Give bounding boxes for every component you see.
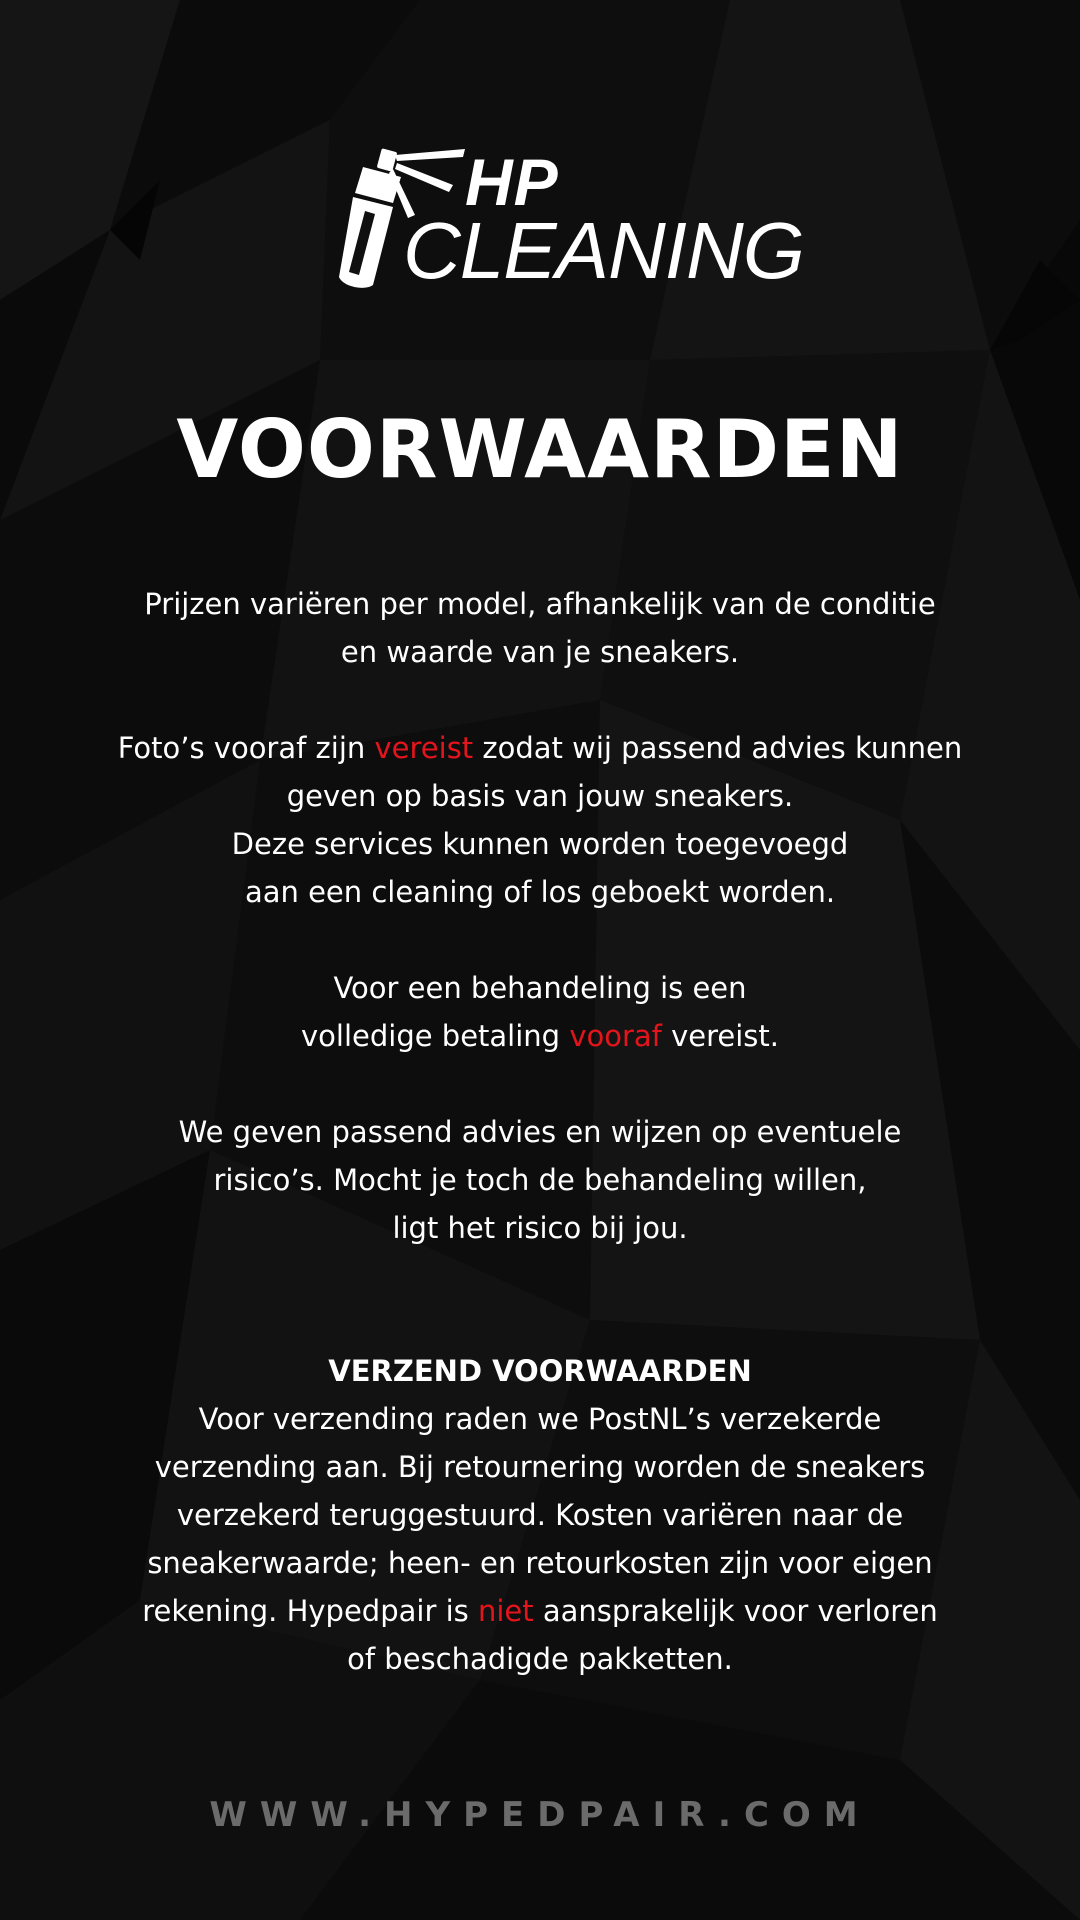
- logo-text-hp: HP: [465, 145, 559, 219]
- page-title: VOORWAARDEN: [176, 403, 904, 496]
- text-line: en waarde van je sneakers.: [340, 635, 740, 669]
- text-line: [60, 1587, 1020, 1635]
- shipping-section: [60, 1347, 1020, 1683]
- text-line: sneakerwaarde; heen- en retourkosten zijn voor eigen: [147, 1546, 933, 1580]
- logo-text-cleaning: CLEANING: [403, 206, 804, 295]
- text-line: Deze services kunnen worden toegevoegd: [231, 827, 849, 861]
- text-line: verzending aan. Bij retournering worden de sneakers: [154, 1450, 926, 1484]
- text-segment: vereist.: [661, 1019, 779, 1053]
- text-line: Voor een behandeling is een: [333, 971, 747, 1005]
- shipping-heading: VERZEND VOORWAARDEN: [328, 1354, 752, 1388]
- text-line: Prijzen variëren per model, afhankelijk van de conditie: [144, 587, 936, 621]
- highlight-vooraf: vooraf: [569, 1019, 662, 1053]
- paragraph-payment: [60, 964, 1020, 1060]
- paragraph-prices: [60, 580, 1020, 676]
- text-line: [60, 724, 1020, 772]
- text-line: verzekerd teruggestuurd. Kosten variëren naar de: [176, 1498, 904, 1532]
- text-line: geven op basis van jouw sneakers.: [286, 779, 794, 813]
- text-segment: aansprakelijk voor verloren: [533, 1594, 938, 1628]
- text-segment: zodat wij passend advies kunnen: [473, 731, 963, 765]
- website-link[interactable]: WWW.HYPEDPAIR.COM: [209, 1795, 871, 1835]
- text-segment: volledige betaling: [301, 1019, 570, 1053]
- text-line: risico’s. Mocht je toch de behandeling willen,: [213, 1163, 867, 1197]
- hp-cleaning-logo: [335, 145, 804, 295]
- text-line: of beschadigde pakketten.: [347, 1642, 733, 1676]
- paragraph-photos: [60, 724, 1020, 916]
- highlight-vereist: vereist: [374, 731, 474, 765]
- text-line: Voor verzending raden we PostNL’s verzekerde: [198, 1402, 882, 1436]
- text-segment: Foto’s vooraf zijn: [117, 731, 375, 765]
- paragraph-risks: [60, 1108, 1020, 1252]
- highlight-niet: niet: [477, 1594, 534, 1628]
- text-line: ligt het risico bij jou.: [392, 1211, 688, 1245]
- text-line: aan een cleaning of los geboekt worden.: [244, 875, 836, 909]
- text-line: [60, 1012, 1020, 1060]
- text-segment: rekening. Hypedpair is: [142, 1594, 478, 1628]
- text-line: We geven passend advies en wijzen op eventuele: [178, 1115, 902, 1149]
